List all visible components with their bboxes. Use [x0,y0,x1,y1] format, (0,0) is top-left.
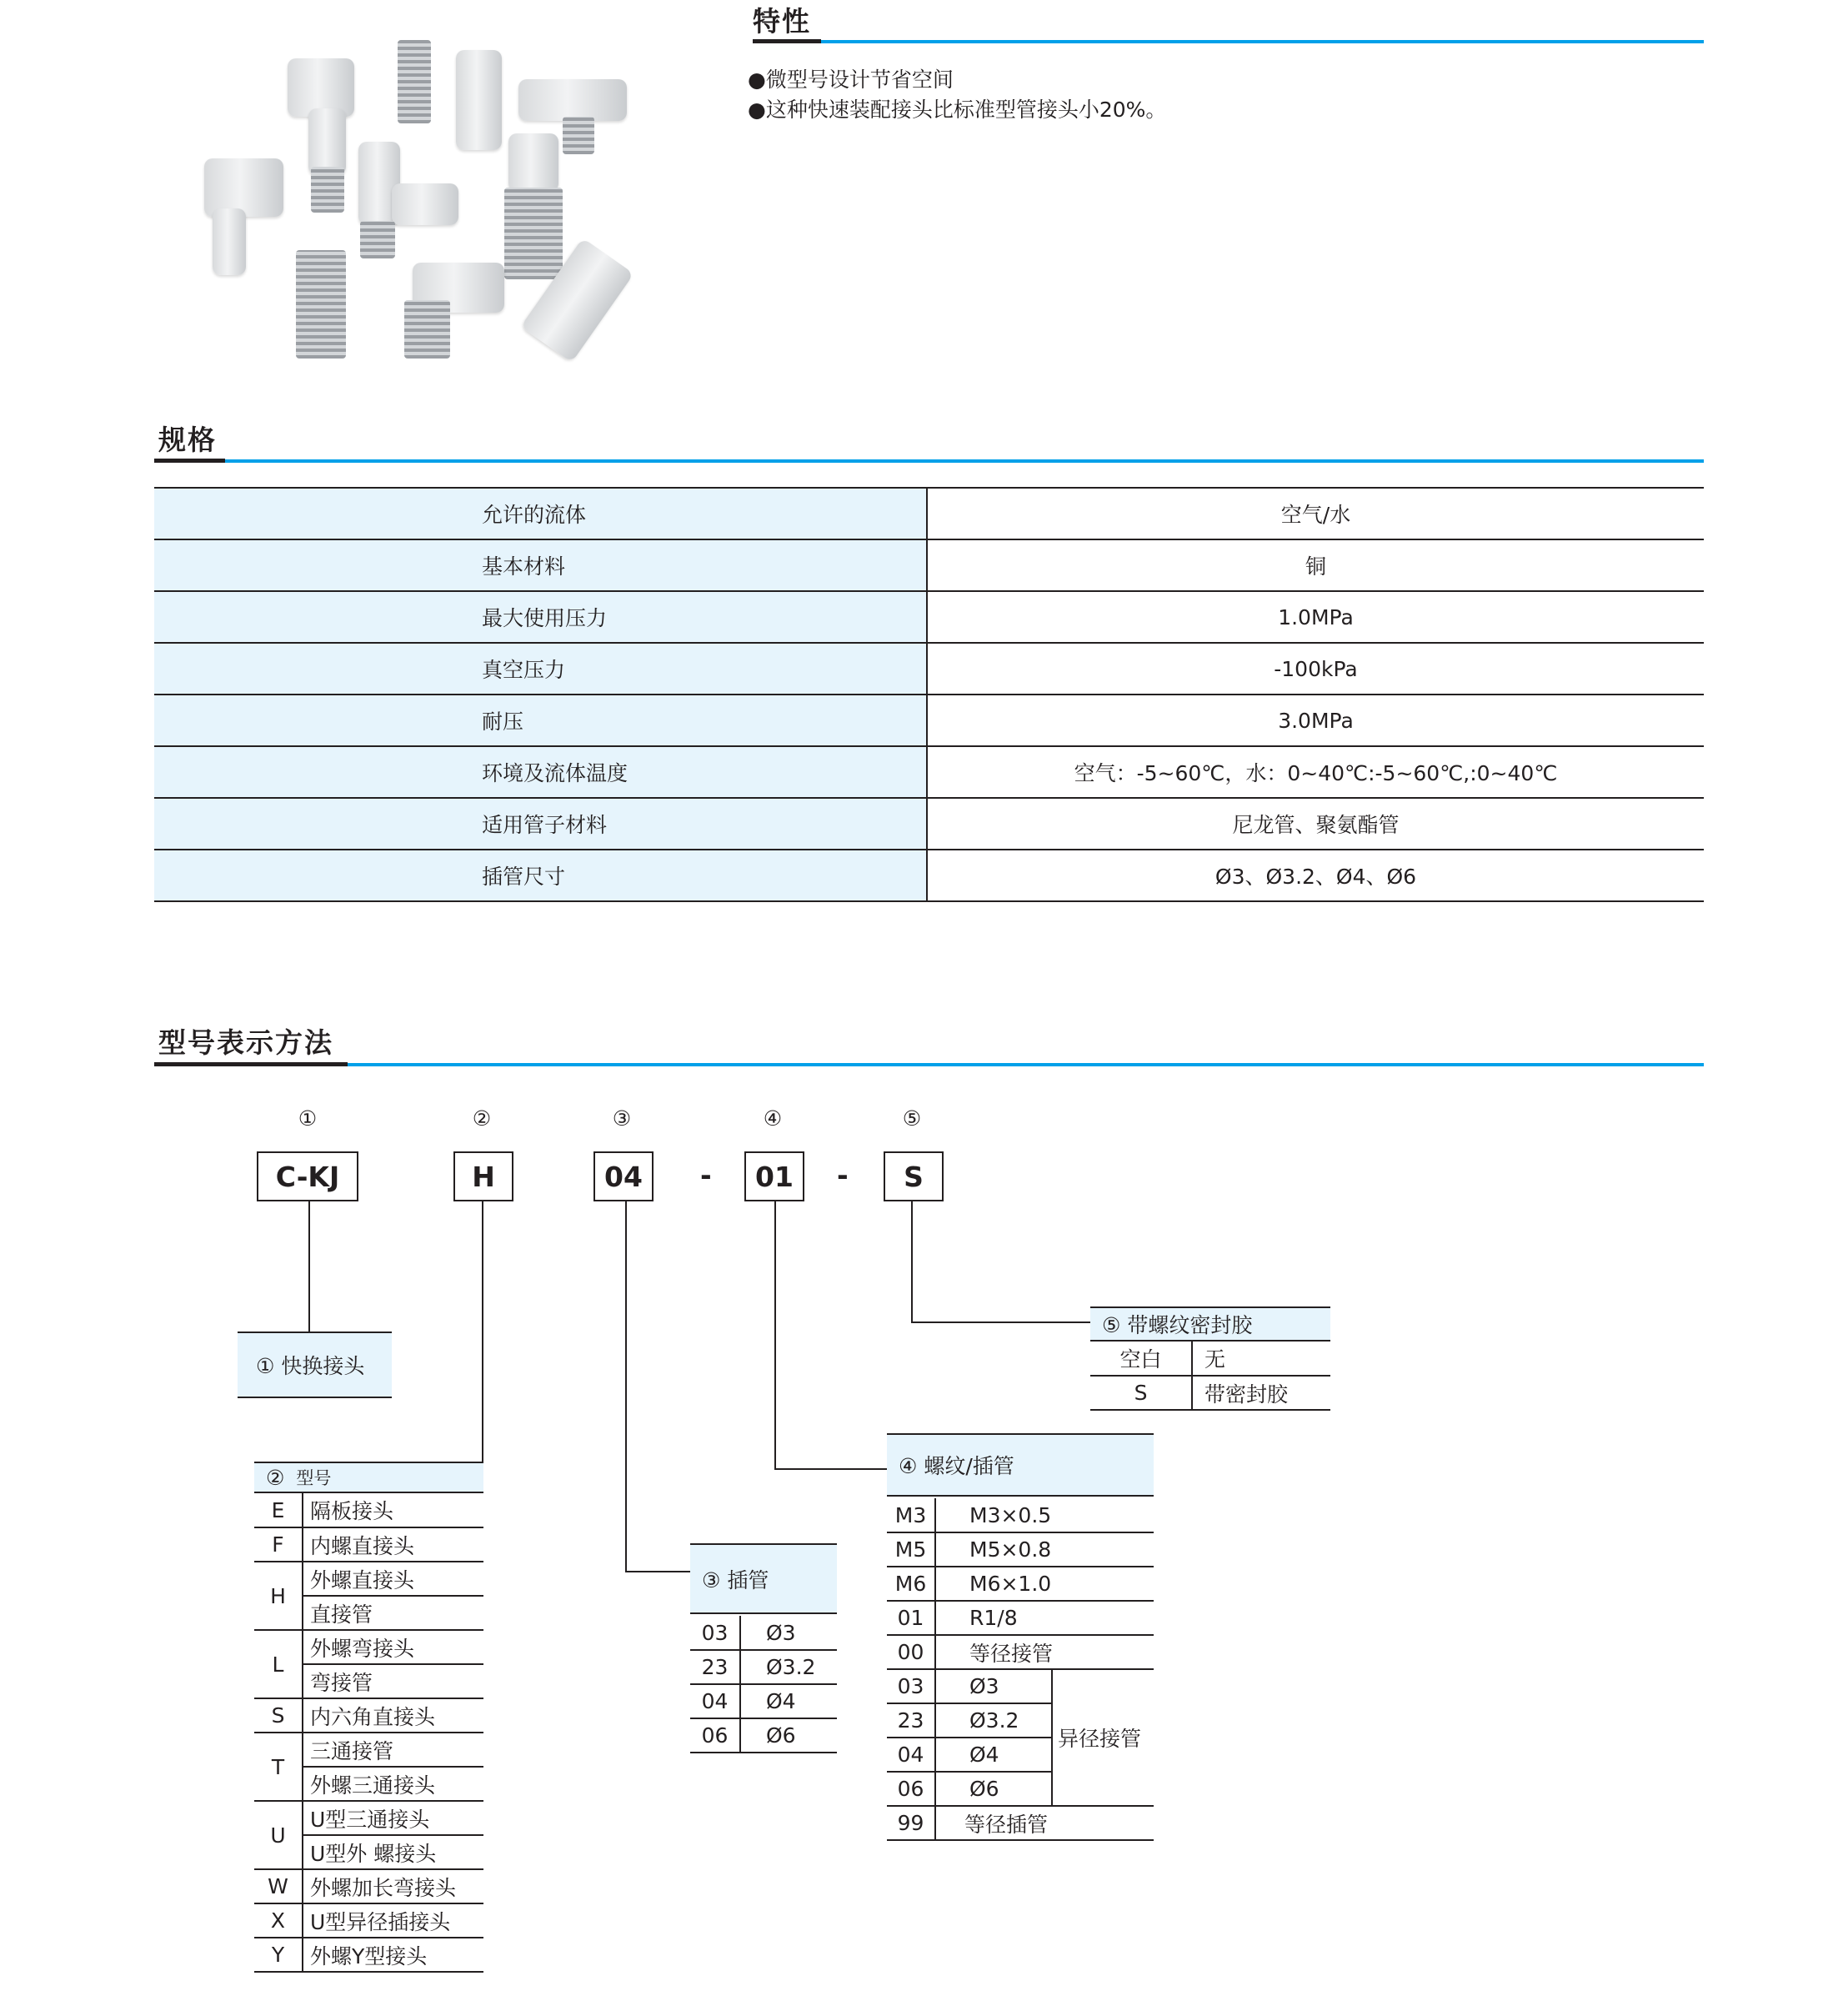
tube-code: 06 [690,1718,740,1753]
series-row [254,1527,483,1562]
series-row [254,1801,483,1835]
spec-table [154,487,1704,902]
product-photo [204,33,654,367]
spec-row [154,746,1704,798]
series-head-num: ② [266,1465,285,1490]
code-dash-1: - [700,1159,712,1191]
series-code: F [254,1527,303,1562]
series-desc: 外螺弯接头 [303,1630,483,1664]
spec-value: -100kPa [927,643,1704,695]
spec-row [154,695,1704,746]
seal-legend-head [1090,1306,1330,1342]
seal-desc: 无 [1192,1342,1330,1376]
thread-desc: Ø3.2 [935,1703,1052,1738]
model-title-underline [154,1062,348,1066]
spec-value: Ø3、Ø3.2、Ø4、Ø6 [927,850,1704,901]
seal-row [1090,1342,1330,1376]
feature-item-1: ●微型号设计节省空间 [748,68,954,92]
series-desc: U型外 螺接头 [303,1835,483,1869]
series-row [254,1869,483,1903]
series-code: W [254,1869,303,1903]
feature-item-2: ●这种快速装配接头比标准型管接头小20%。 [748,98,1167,122]
code-num-4: ④ [763,1106,783,1131]
tube-code: 04 [690,1684,740,1718]
series-desc: 外螺Y型接头 [303,1938,483,1972]
tube-head-label: ③ 插管 [702,1567,769,1592]
code-box-1: C-KJ [257,1151,358,1201]
thread-head-label: ④ 螺纹/插管 [899,1454,1014,1478]
thread-row [887,1532,1154,1567]
spec-label: 环境及流体温度 [154,746,927,798]
thread-desc: M6×1.0 [935,1567,1154,1601]
series-code: U [254,1801,303,1869]
series-code: E [254,1493,303,1527]
series-desc: 外螺直接头 [303,1562,483,1596]
thread-row [887,1567,1154,1601]
thread-desc: 等径接管 [935,1635,1154,1669]
series-row [254,1938,483,1972]
connector-4-h [774,1468,887,1470]
seal-head-label: ⑤ 带螺纹密封胶 [1102,1313,1253,1337]
code-box-3: 04 [593,1151,654,1201]
tube-row [690,1718,837,1753]
series-desc: 直接管 [303,1596,483,1630]
thread-code: M6 [887,1567,935,1601]
spec-value: 铜 [927,539,1704,591]
thread-code: 04 [887,1738,935,1772]
thread-desc: M5×0.8 [935,1532,1154,1567]
series-desc: 三通接管 [303,1733,483,1767]
code-box-4: 01 [744,1151,804,1201]
seal-table [1090,1342,1330,1411]
series-desc: 外螺三通接头 [303,1767,483,1801]
code-num-2: ② [472,1106,492,1131]
tube-code: 03 [690,1616,740,1650]
thread-row [887,1498,1154,1532]
spec-label: 最大使用压力 [154,591,927,643]
specs-title: 规格 [158,424,217,456]
seal-row [1090,1376,1330,1410]
connector-3-h [625,1571,690,1572]
spec-value: 1.0MPa [927,591,1704,643]
spec-row [154,591,1704,643]
series-code: L [254,1630,303,1698]
tube-size: Ø3.2 [740,1650,837,1684]
spec-row [154,798,1704,850]
code-dash-2: - [837,1159,849,1191]
series-desc: 外螺加长弯接头 [303,1869,483,1903]
features-title: 特性 [753,5,811,38]
spec-label: 基本材料 [154,539,927,591]
tube-size: Ø4 [740,1684,837,1718]
series-row [254,1698,483,1733]
code-num-5: ⑤ [902,1106,922,1131]
thread-table [887,1498,1154,1841]
tube-row [690,1684,837,1718]
tube-table [690,1616,837,1753]
tube-legend-head [690,1543,837,1614]
type-legend [238,1331,392,1398]
series-code: Y [254,1938,303,1972]
spec-row [154,643,1704,695]
series-table [254,1493,483,1973]
specs-rule [225,459,1704,463]
spec-label: 插管尺寸 [154,850,927,901]
spec-value: 3.0MPa [927,695,1704,746]
specs-title-underline [154,459,225,463]
tube-code: 23 [690,1650,740,1684]
thread-reducer-row [887,1669,1154,1703]
seal-code: S [1090,1376,1192,1410]
features-title-underline [753,39,821,43]
thread-row [887,1601,1154,1635]
thread-code: 03 [887,1669,935,1703]
series-desc: 内螺直接头 [303,1527,483,1562]
seal-desc: 带密封胶 [1192,1376,1330,1410]
thread-legend-head [887,1433,1154,1497]
series-code: S [254,1698,303,1733]
series-code: T [254,1733,303,1801]
spec-value: 空气/水 [927,488,1704,539]
features-rule [821,40,1704,43]
spec-row [154,488,1704,539]
thread-code: 23 [887,1703,935,1738]
thread-code: 01 [887,1601,935,1635]
spec-row [154,850,1704,901]
series-row [254,1903,483,1938]
series-desc: U型三通接头 [303,1801,483,1835]
thread-row [887,1635,1154,1669]
connector-1 [308,1201,310,1331]
series-head-label: 型号 [296,1468,332,1488]
connector-2 [482,1201,483,1463]
connector-5 [911,1201,913,1323]
thread-code: 99 [887,1806,935,1840]
series-legend-head [254,1462,483,1493]
connector-4 [774,1201,776,1470]
series-row [254,1493,483,1527]
spec-label: 适用管子材料 [154,798,927,850]
series-desc: U型异径插接头 [303,1903,483,1938]
code-num-1: ① [298,1106,318,1131]
series-row [254,1733,483,1767]
spec-row [154,539,1704,591]
series-row [254,1562,483,1596]
thread-reducer-label: 异径接管 [1052,1669,1154,1806]
connector-5-h [911,1321,1090,1323]
spec-value: 尼龙管、聚氨酯管 [927,798,1704,850]
spec-value: 空气：-5~60℃，水：0~40℃:-5~60℃,:0~40℃ [927,746,1704,798]
thread-code: M5 [887,1532,935,1567]
spec-label: 真空压力 [154,643,927,695]
tube-row [690,1616,837,1650]
thread-row [887,1806,1154,1840]
thread-code: 00 [887,1635,935,1669]
type-legend-label: ① 快换接头 [256,1354,365,1378]
thread-code: M3 [887,1498,935,1532]
model-title: 型号表示方法 [158,1026,333,1059]
thread-code: 06 [887,1772,935,1806]
spec-label: 耐压 [154,695,927,746]
series-desc: 隔板接头 [303,1493,483,1527]
thread-desc: R1/8 [935,1601,1154,1635]
code-num-3: ③ [612,1106,632,1131]
series-row [254,1630,483,1664]
spec-label: 允许的流体 [154,488,927,539]
seal-code: 空白 [1090,1342,1192,1376]
series-desc: 弯接管 [303,1664,483,1698]
thread-desc: Ø3 [935,1669,1052,1703]
code-box-5: S [884,1151,944,1201]
series-code: H [254,1562,303,1630]
tube-row [690,1650,837,1684]
tube-size: Ø6 [740,1718,837,1753]
code-box-2: H [453,1151,513,1201]
series-desc: 内六角直接头 [303,1698,483,1733]
thread-desc: M3×0.5 [935,1498,1154,1532]
thread-desc: Ø6 [935,1772,1052,1806]
thread-desc: 等径插管 [935,1806,1154,1840]
thread-desc: Ø4 [935,1738,1052,1772]
tube-size: Ø3 [740,1616,837,1650]
connector-3 [625,1201,627,1572]
series-code: X [254,1903,303,1938]
model-rule [348,1063,1704,1066]
